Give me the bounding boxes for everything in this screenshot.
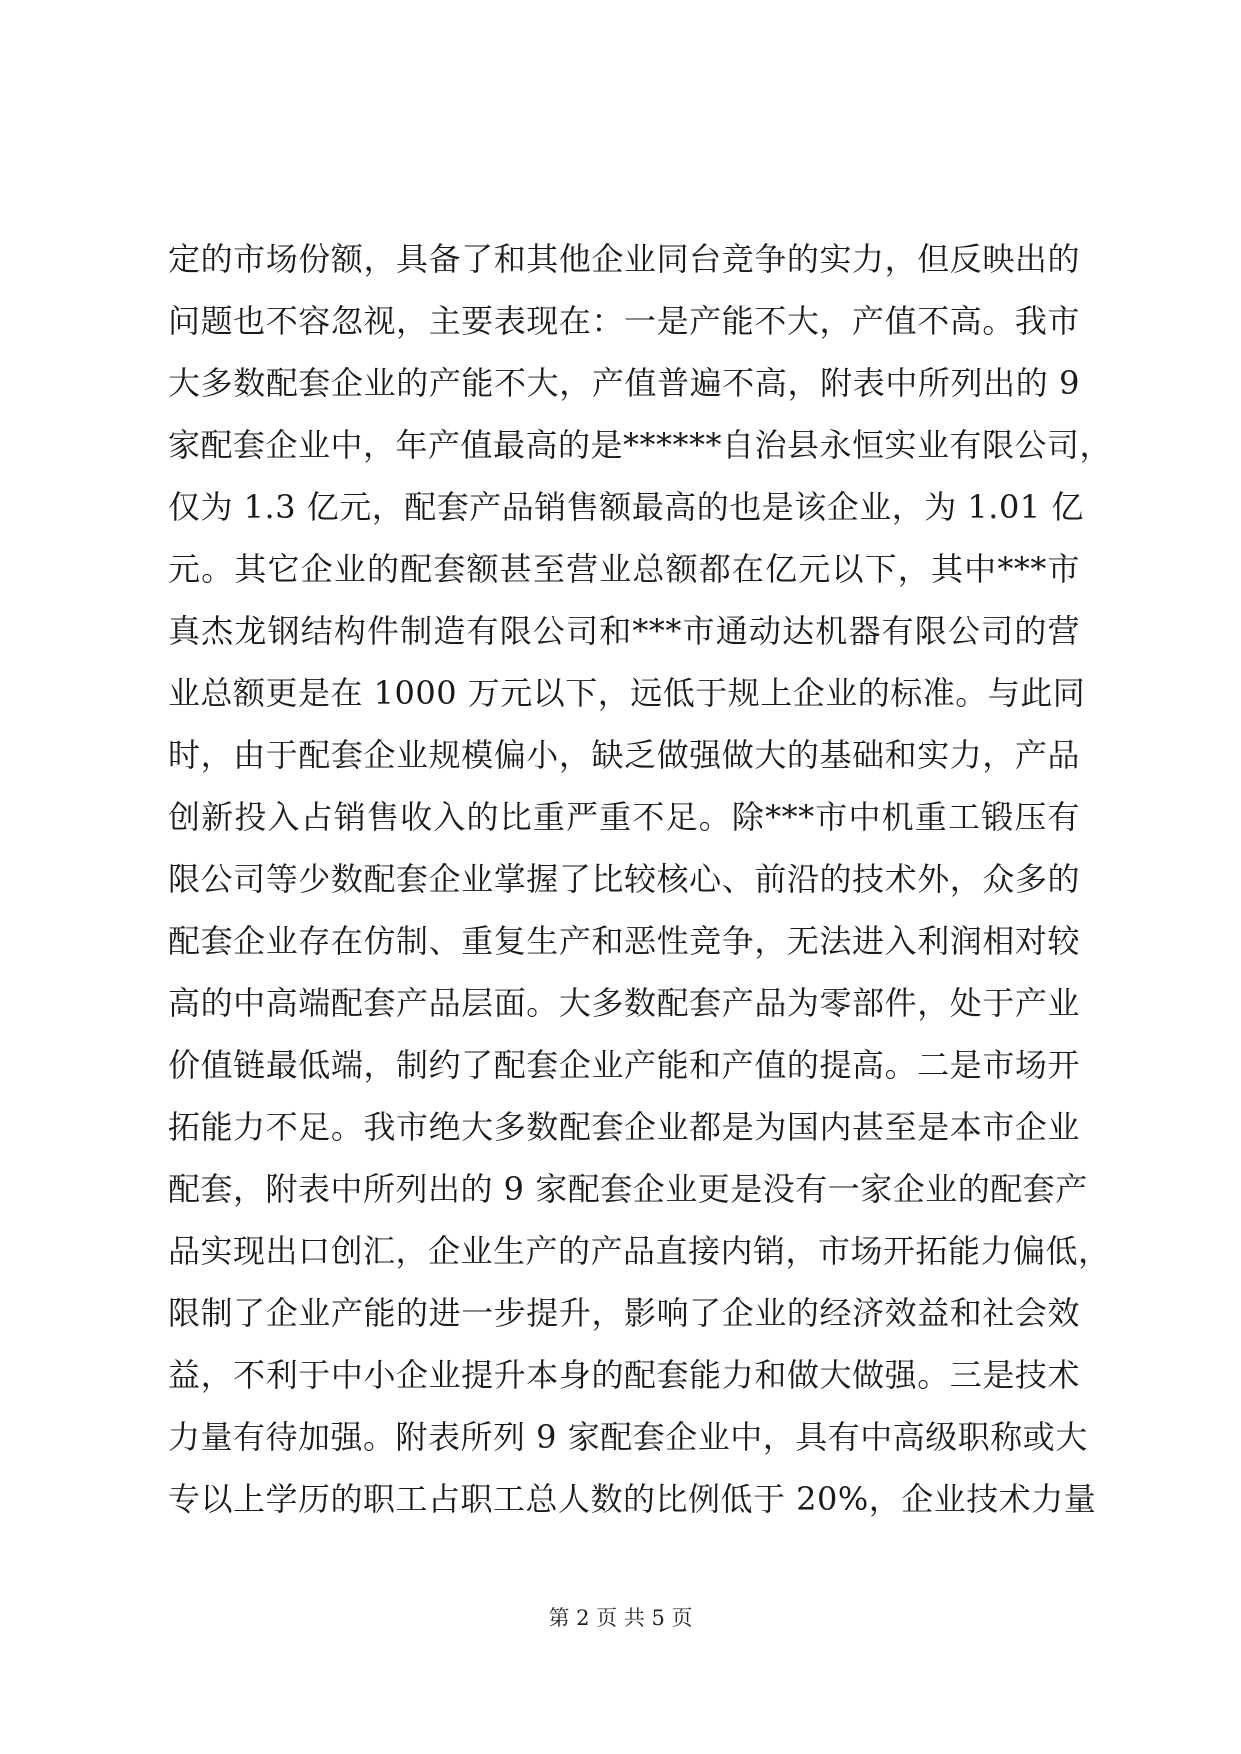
text-line: 大多数配套企业的产能不大，产值普遍不高，附表中所列出的 9 — [168, 364, 1080, 402]
text-line: 仅为 1.3 亿元，配套产品销售额最高的也是该企业，为 1.01 亿 — [168, 488, 1084, 526]
text-line: 创新投入占销售收入的比重严重不足。除***市中机重工锻压有 — [168, 798, 1080, 836]
body-paragraph — [168, 228, 1113, 1530]
text-line: 拓能力不足。我市绝大多数配套企业都是为国内甚至是本市企业 — [168, 1108, 1080, 1146]
text-line: 限制了企业产能的进一步提升，影响了企业的经济效益和社会效 — [168, 1294, 1080, 1332]
text-line: 元。其它企业的配套额甚至营业总额都在亿元以下，其中***市 — [168, 550, 1080, 588]
text-line: 业总额更是在 1000 万元以下，远低于规上企业的标准。与此同 — [168, 674, 1086, 712]
text-line: 配套，附表中所列出的 9 家配套企业更是没有一家企业的配套产 — [168, 1170, 1088, 1208]
text-line: 时，由于配套企业规模偏小，缺乏做强做大的基础和实力，产品 — [168, 736, 1080, 774]
text-line: 家配套企业中，年产值最高的是******自治县永恒实业有限公司， — [168, 426, 1113, 464]
text-line: 高的中高端配套产品层面。大多数配套产品为零部件，处于产业 — [168, 984, 1080, 1022]
text-line: 配套企业存在仿制、重复生产和恶性竞争，无法进入利润相对较 — [168, 922, 1080, 960]
text-line: 定的市场份额，具备了和其他企业同台竞争的实力，但反映出的 — [168, 240, 1080, 278]
text-line: 真杰龙钢结构件制造有限公司和***市通动达机器有限公司的营 — [168, 612, 1080, 650]
text-line: 品实现出口创汇，企业生产的产品直接内销，市场开拓能力偏低， — [168, 1232, 1111, 1270]
text-line: 限公司等少数配套企业掌握了比较核心、前沿的技术外，众多的 — [168, 860, 1080, 898]
text-line: 力量有待加强。附表所列 9 家配套企业中，具有中高级职称或大 — [168, 1418, 1088, 1456]
text-line: 专以上学历的职工占职工总人数的比例低于 20%，企业技术力量 — [168, 1480, 1097, 1518]
page-number-footer: 第 2 页 共 5 页 — [548, 1606, 693, 1630]
text-line: 价值链最低端，制约了配套企业产能和产值的提高。二是市场开 — [168, 1046, 1080, 1084]
text-line: 问题也不容忽视，主要表现在：一是产能不大，产值不高。我市 — [168, 302, 1080, 340]
text-line: 益，不利于中小企业提升本身的配套能力和做大做强。三是技术 — [168, 1356, 1080, 1394]
